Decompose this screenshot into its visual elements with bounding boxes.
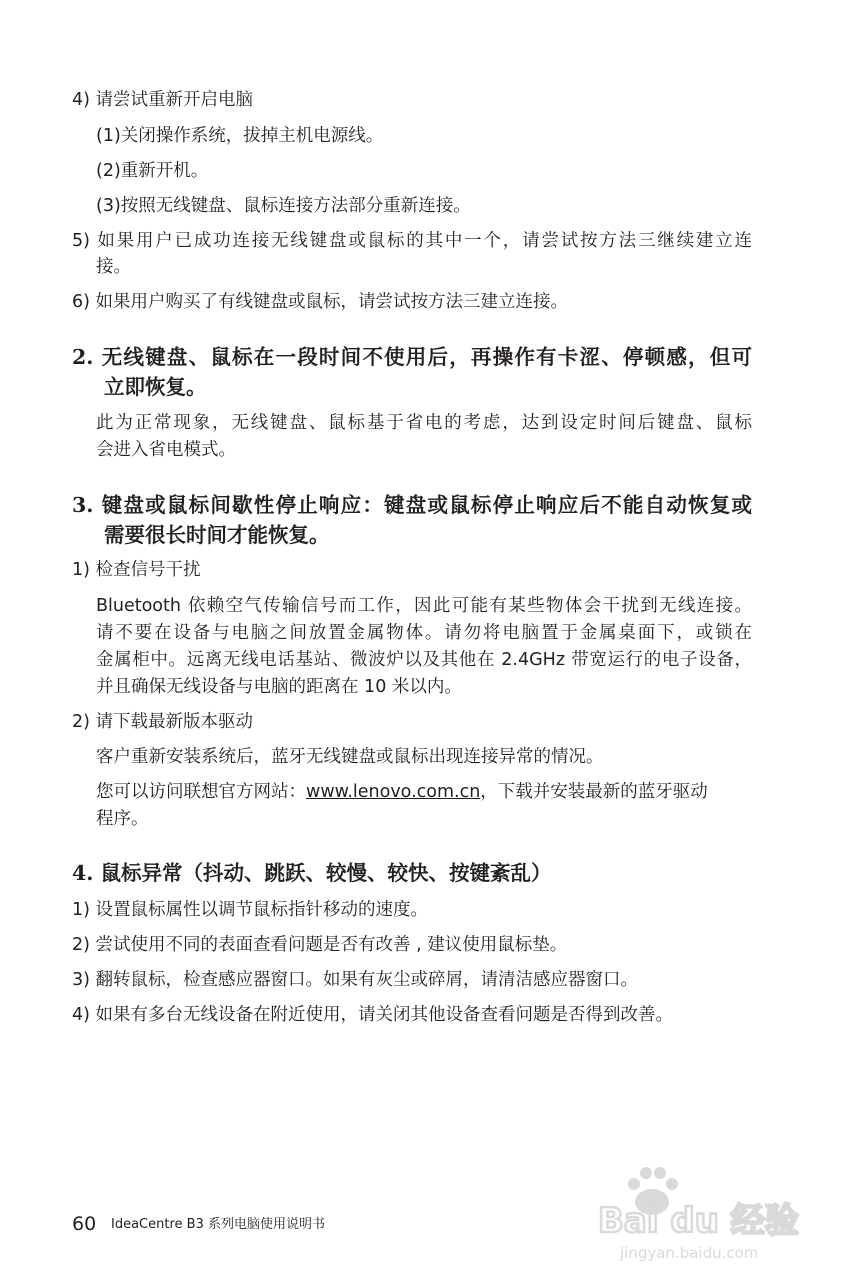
section-4-item-2: 2) 尝试使用不同的表面查看问题是否有改善 , 建议使用鼠标垫。 [72,935,568,955]
section-3-item-1-line-2: 请不要在设备与电脑之间放置金属物体。请勿将电脑置于金属桌面下，或锁在 [96,623,752,643]
section-4-item-4: 4) 如果有多台无线设备在附近使用，请关闭其他设备查看问题是否得到改善。 [72,1005,674,1025]
section-3-item-1-line-3: 金属柜中。远离无线电话基站、微波炉以及其他在 2.4GHz 带宽运行的电子设备， [96,650,752,670]
list-item-4-step-2: (2)重新开机。 [96,161,209,181]
baidu-jingyan-watermark [590,1150,800,1270]
section-2-heading-line-2: 立即恢复。 [104,375,207,399]
section-2-body-line-1: 此为正常现象，无线键盘、鼠标基于省电的考虑，达到设定时间后键盘、鼠标 [96,413,752,433]
list-item-4-title: 4) 请尝试重新开启电脑 [72,90,254,110]
website-suffix: ，下载并安装最新的蓝牙驱动 [480,782,708,802]
section-3-item-1-title: 1) 检查信号干扰 [72,560,201,580]
list-item-5-line-1: 5) 如果用户已成功连接无线键盘或鼠标的其中一个，请尝试按方法三继续建立连 [72,231,752,251]
section-4-item-3: 3) 翻转鼠标，检查感应器窗口。如果有灰尘或碎屑，请清洁感应器窗口。 [72,970,639,990]
section-4-heading: 4. 鼠标异常（抖动、跳跃、较慢、较快、按键紊乱） [72,861,552,885]
section-3-item-2-line-3: 程序。 [96,809,149,829]
list-item-4-step-3: (3)按照无线键盘、鼠标连接方法部分重新连接。 [96,196,471,216]
lenovo-website-link[interactable]: www.lenovo.com.cn [306,782,481,802]
section-4-item-1: 1) 设置鼠标属性以调节鼠标指针移动的速度。 [72,900,429,920]
section-3-item-1-line-4: 并且确保无线设备与电脑的距离在 10 米以内。 [96,677,462,697]
list-item-4-step-1: (1)关闭操作系统，拔掉主机电源线。 [96,126,384,146]
section-3-item-2-line-1: 客户重新安装系统后，蓝牙无线键盘或鼠标出现连接异常的情况。 [96,747,604,767]
section-2-heading-line-1: 2. 无线键盘、鼠标在一段时间不使用后，再操作有卡涩、停顿感，但可 [72,345,752,369]
website-prefix: 您可以访问联想官方网站： [96,782,306,802]
watermark-url: jingyan.baidu.com [620,1244,759,1262]
list-item-5-line-2: 接。 [96,257,131,277]
section-2-body-line-2: 会进入省电模式。 [96,440,236,460]
section-3-item-2-title: 2) 请下载最新版本驱动 [72,712,254,732]
watermark-brand: Bai du 经验 [598,1201,799,1241]
list-item-6: 6) 如果用户购买了有线键盘或鼠标，请尝试按方法三建立连接。 [72,292,569,312]
section-3-item-2-line-2 [96,780,708,804]
section-3-heading-line-1: 3. 键盘或鼠标间歇性停止响应：键盘或鼠标停止响应后不能自动恢复或 [72,493,752,517]
section-3-heading-line-2: 需要很长时间才能恢复。 [104,523,330,547]
page-number: 60 [72,1213,97,1235]
book-title: IdeaCentre B3 系列电脑使用说明书 [111,1217,325,1232]
section-3-item-1-line-1: Bluetooth 依赖空气传输信号而工作，因此可能有某些物体会干扰到无线连接。 [96,596,752,616]
